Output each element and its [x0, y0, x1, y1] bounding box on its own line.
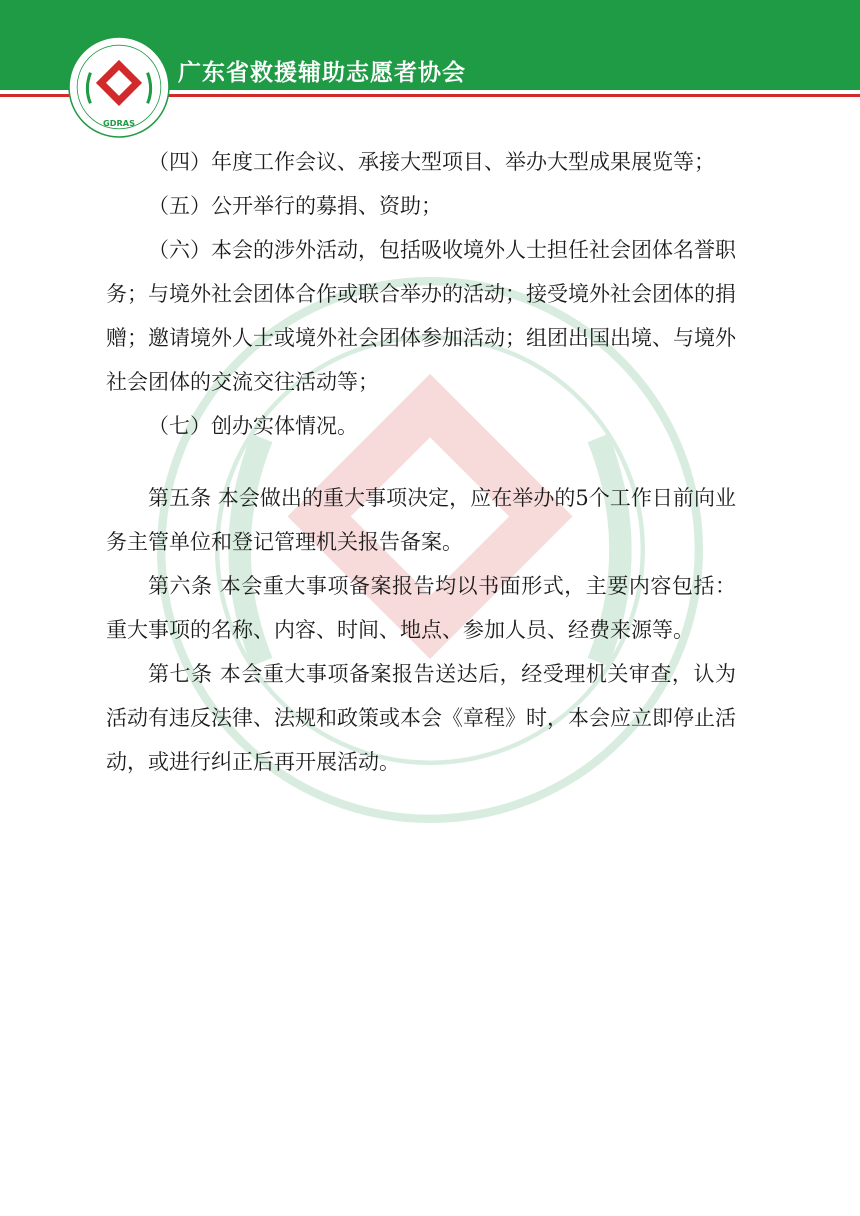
gdras-logo-icon: [68, 36, 170, 138]
document-body: [106, 140, 736, 784]
item-6: （六）本会的涉外活动，包括吸收境外人士担任社会团体名誉职务；与境外社会团体合作或联合举办的活动；接受境外社会团体的捐赠；邀请境外人士或境外社会团体参加活动；组团出国出境、与境外社会团体的交流交往活动等；: [106, 238, 736, 394]
item-5: （五）公开举行的募捐、资助；: [148, 194, 442, 218]
org-name: 广东省救援辅助志愿者协会: [178, 60, 466, 86]
article-7: 第七条 本会重大事项备案报告送达后，经受理机关审查，认为活动有违反法律、法规和政策或本会《章程》时，本会应立即停止活动，或进行纠正后再开展活动。: [106, 662, 736, 774]
item-7: （七）创办实体情况。: [148, 414, 358, 438]
logo-abbr: GDRAS: [103, 117, 135, 128]
article-5: 第五条 本会做出的重大事项决定，应在举办的5个工作日前向业务主管单位和登记管理机关报告备案。: [106, 486, 736, 554]
item-4: （四）年度工作会议、承接大型项目、举办大型成果展览等；: [148, 150, 715, 174]
article-6: 第六条 本会重大事项备案报告均以书面形式，主要内容包括：重大事项的名称、内容、时间、地点、参加人员、经费来源等。: [106, 574, 736, 642]
